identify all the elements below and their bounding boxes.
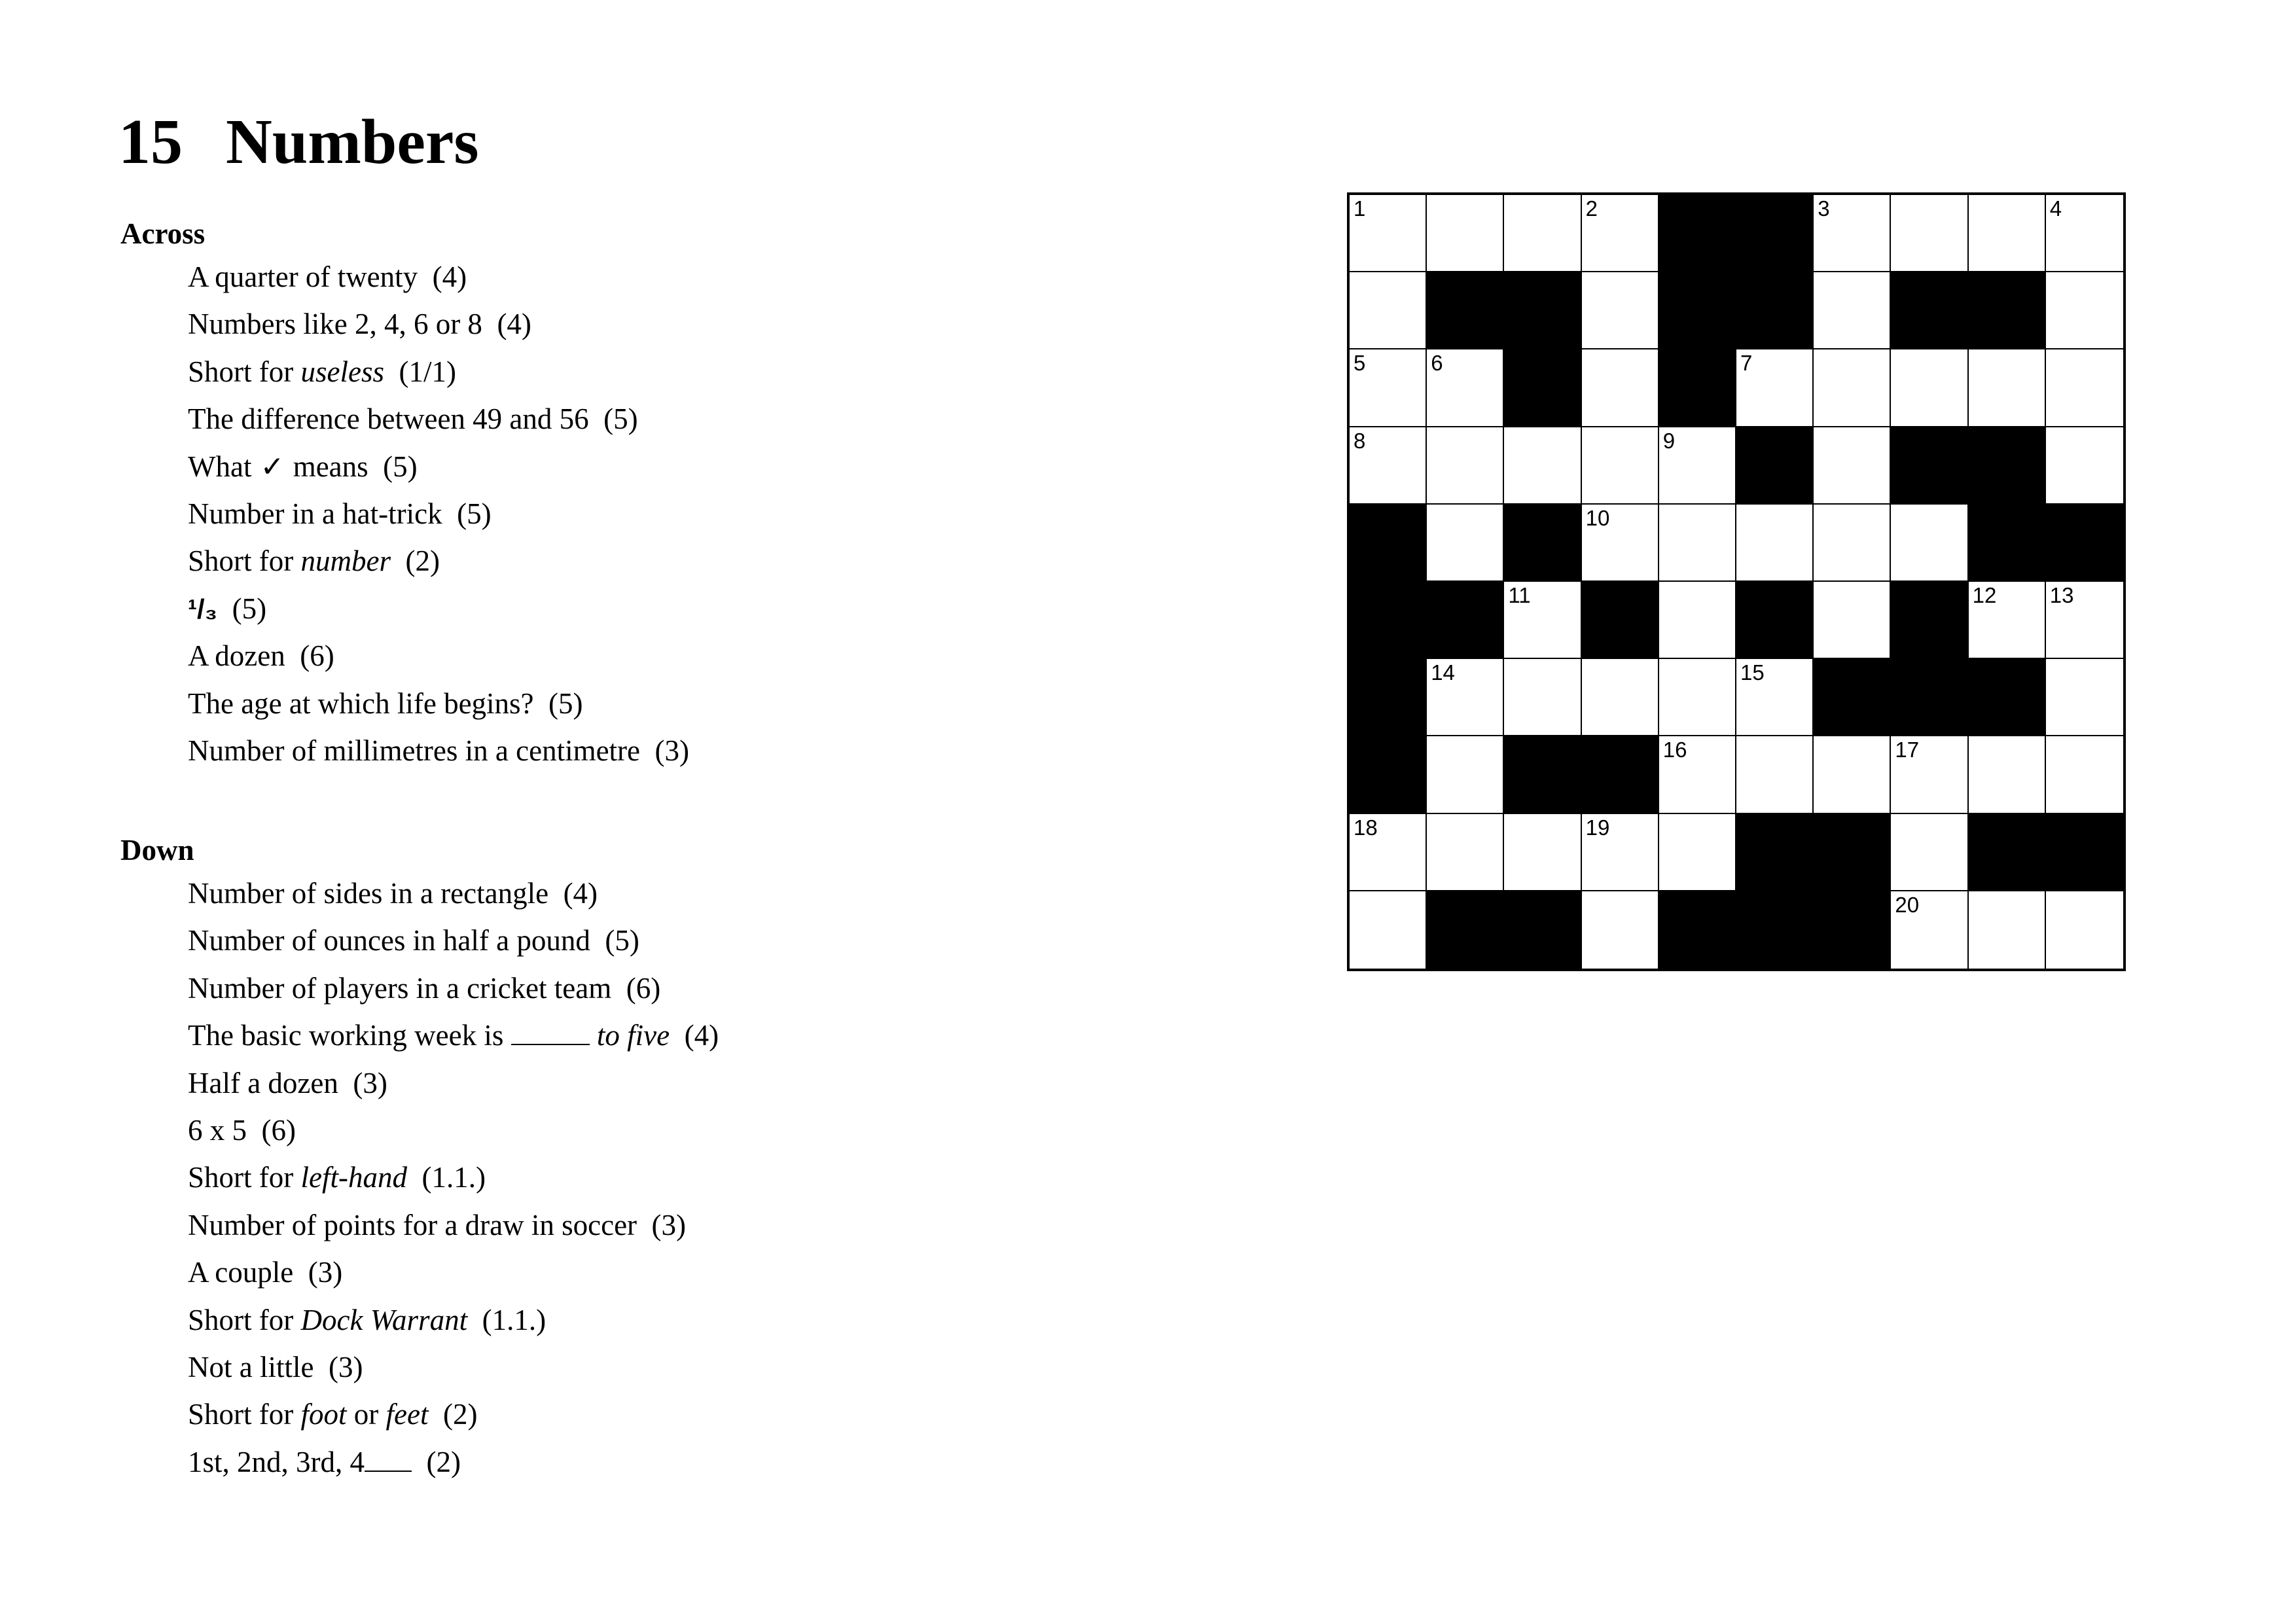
grid-cell[interactable] xyxy=(1582,814,1659,891)
clue-italic: left-hand xyxy=(300,1161,407,1194)
clue-part: Half a dozen xyxy=(188,1066,338,1099)
clue-part: A quarter of twenty xyxy=(188,260,418,293)
grid-cell[interactable] xyxy=(1350,427,1427,505)
clue-part: Number of points for a draw in soccer xyxy=(188,1208,637,1241)
black-square xyxy=(1582,582,1659,659)
clue-part: 6 x 5 xyxy=(188,1113,247,1147)
clue-text xyxy=(188,727,689,774)
grid-cell[interactable] xyxy=(1659,736,1736,813)
black-square xyxy=(1504,505,1581,582)
cell-number: 10 xyxy=(1585,505,1610,530)
clue-part: Number of players in a cricket team xyxy=(188,971,612,1005)
grid-cell[interactable] xyxy=(1582,272,1659,349)
grid-cell[interactable] xyxy=(1659,659,1736,736)
clue-text xyxy=(188,1154,486,1201)
grid-cell[interactable] xyxy=(1736,736,1814,813)
cell-number: 8 xyxy=(1354,428,1366,453)
grid-cell[interactable] xyxy=(1582,505,1659,582)
clue-text xyxy=(188,1438,461,1486)
grid-cell[interactable] xyxy=(1814,505,1891,582)
black-square xyxy=(1504,349,1581,427)
clue-part: 1st, 2nd, 3rd, 4 xyxy=(188,1445,365,1478)
clue-text xyxy=(188,1202,686,1249)
clue-part: Short for xyxy=(188,544,301,578)
fraction: ¹/₃ xyxy=(188,593,218,624)
clue-part: Short for xyxy=(188,1161,301,1194)
clue-part: Number of ounces in half a pound xyxy=(188,924,590,957)
grid-cell[interactable] xyxy=(1427,814,1504,891)
answer-length: (6) xyxy=(261,1113,296,1147)
clue-part: The difference between 49 and 56 xyxy=(188,402,589,436)
grid-cell[interactable] xyxy=(1350,349,1427,427)
answer-length: (4) xyxy=(563,877,598,910)
clue-part: What xyxy=(188,450,252,483)
grid-cell[interactable] xyxy=(1350,891,1427,969)
clue-text xyxy=(188,348,456,395)
cell-number: 12 xyxy=(1972,582,1997,607)
grid-cell[interactable] xyxy=(1814,427,1891,505)
answer-length: (4) xyxy=(497,308,531,341)
grid-cell[interactable] xyxy=(1504,582,1581,659)
clue-italic: feet xyxy=(386,1398,429,1431)
grid-cell[interactable] xyxy=(1969,349,2046,427)
grid-cell[interactable] xyxy=(2046,195,2123,272)
clue-text xyxy=(188,1012,719,1059)
grid-cell[interactable] xyxy=(2046,349,2123,427)
answer-length: (3) xyxy=(353,1066,387,1099)
answer-length: (2) xyxy=(426,1445,461,1478)
grid-cell[interactable] xyxy=(1427,659,1504,736)
clue-text xyxy=(188,1344,363,1391)
clue-part: Short for xyxy=(188,1398,301,1431)
grid-cell[interactable] xyxy=(2046,736,2123,813)
cell-number: 2 xyxy=(1585,196,1598,221)
answer-length: (2) xyxy=(442,1398,478,1431)
black-square xyxy=(1736,195,1814,272)
grid-cell[interactable] xyxy=(1427,349,1504,427)
clue-part: Short for xyxy=(188,355,301,388)
black-square xyxy=(2046,505,2123,582)
black-square xyxy=(1814,659,1891,736)
clue-part: The age at which life begins? xyxy=(188,687,534,720)
grid-cell[interactable] xyxy=(1350,272,1427,349)
cell-number: 3 xyxy=(1818,196,1830,221)
black-square xyxy=(1427,272,1504,349)
grid-cell[interactable] xyxy=(1659,505,1736,582)
black-square xyxy=(1736,582,1814,659)
clue-part: Numbers like 2, 4, 6 or 8 xyxy=(188,308,482,341)
black-square xyxy=(1969,427,2046,505)
black-square xyxy=(1659,891,1736,969)
grid-cell[interactable] xyxy=(1736,659,1814,736)
clue-part: Number of sides in a rectangle xyxy=(188,877,549,910)
clue-part xyxy=(590,1019,597,1052)
grid-cell[interactable] xyxy=(1736,505,1814,582)
clue-text xyxy=(188,1107,296,1154)
answer-length: (5) xyxy=(457,497,492,530)
black-square xyxy=(1736,891,1814,969)
clue-part: Number in a hat-trick xyxy=(188,497,442,530)
answer-length: (1.1.) xyxy=(422,1161,486,1194)
clue-text xyxy=(188,917,639,964)
grid-cell[interactable] xyxy=(1582,659,1659,736)
grid-cell[interactable] xyxy=(2046,427,2123,505)
grid-cell[interactable] xyxy=(1504,195,1581,272)
cell-number: 5 xyxy=(1354,351,1366,376)
puzzle-name: Numbers xyxy=(226,107,479,177)
grid-cell[interactable] xyxy=(1582,195,1659,272)
cell-number: 1 xyxy=(1354,196,1366,221)
grid-cell[interactable] xyxy=(1659,814,1736,891)
check-mark-icon: ✓ xyxy=(260,450,285,484)
clue-text xyxy=(188,537,440,584)
grid-cell[interactable] xyxy=(1582,427,1659,505)
black-square xyxy=(1814,814,1891,891)
black-square xyxy=(1427,891,1504,969)
black-square xyxy=(1350,736,1427,813)
clue-text xyxy=(188,1296,546,1344)
grid-cell[interactable] xyxy=(1814,349,1891,427)
grid-cell[interactable] xyxy=(1427,736,1504,813)
grid-cell[interactable] xyxy=(2046,272,2123,349)
answer-length: (3) xyxy=(655,734,690,767)
clue-part: Not a little xyxy=(188,1350,314,1383)
cell-number: 6 xyxy=(1431,351,1443,376)
clue-text xyxy=(188,1249,342,1296)
clue-part: The basic working week is xyxy=(188,1019,511,1052)
grid-cell[interactable] xyxy=(1504,814,1581,891)
answer-length: (1.1.) xyxy=(482,1303,547,1336)
grid-cell[interactable] xyxy=(2046,891,2123,969)
cell-number: 16 xyxy=(1662,738,1687,762)
grid-cell[interactable] xyxy=(1350,195,1427,272)
grid-cell[interactable] xyxy=(2046,659,2123,736)
puzzle-title xyxy=(118,107,479,177)
black-square xyxy=(1969,272,2046,349)
cell-number: 19 xyxy=(1585,815,1610,840)
grid-cell[interactable] xyxy=(1969,891,2046,969)
clue-part: or xyxy=(346,1398,386,1431)
black-square xyxy=(1891,582,1968,659)
grid-cell[interactable] xyxy=(1582,891,1659,969)
crossword-grid xyxy=(1347,192,2126,971)
answer-length: (5) xyxy=(383,450,418,483)
black-square xyxy=(1427,582,1504,659)
grid-cell[interactable] xyxy=(1891,505,1968,582)
clue-text xyxy=(188,395,638,442)
black-square xyxy=(1504,736,1581,813)
black-square xyxy=(1659,349,1736,427)
black-square xyxy=(1969,505,2046,582)
cell-number: 14 xyxy=(1431,660,1455,685)
clue-text xyxy=(188,1391,477,1438)
grid-cell[interactable] xyxy=(1659,582,1736,659)
clue-text xyxy=(188,870,598,917)
answer-blank xyxy=(365,1444,412,1472)
answer-length: (3) xyxy=(308,1256,343,1289)
black-square xyxy=(1736,272,1814,349)
black-square xyxy=(1969,659,2046,736)
clue-text xyxy=(188,585,266,633)
grid-cell[interactable] xyxy=(1427,505,1504,582)
cell-number: 9 xyxy=(1662,428,1676,453)
answer-length: (6) xyxy=(626,971,661,1005)
clue-text xyxy=(188,253,467,300)
cell-number: 15 xyxy=(1740,660,1765,685)
answer-length: (2) xyxy=(405,544,440,578)
grid-cell[interactable] xyxy=(1350,814,1427,891)
grid-cell[interactable] xyxy=(1891,891,1968,969)
grid-cell[interactable] xyxy=(1427,427,1504,505)
cell-number: 20 xyxy=(1895,892,1920,917)
black-square xyxy=(1891,659,1968,736)
cell-number: 7 xyxy=(1740,351,1753,376)
answer-length: (3) xyxy=(328,1350,363,1383)
black-square xyxy=(1736,427,1814,505)
clue-text xyxy=(188,632,334,679)
answer-length: (1/1) xyxy=(399,355,456,388)
grid-cell[interactable] xyxy=(1736,349,1814,427)
grid-cell[interactable] xyxy=(1891,814,1968,891)
clue-italic: number xyxy=(300,544,391,578)
black-square xyxy=(1350,582,1427,659)
answer-length: (5) xyxy=(605,924,639,957)
cell-number: 11 xyxy=(1508,582,1531,607)
black-square xyxy=(1350,659,1427,736)
answer-blank xyxy=(511,1018,590,1046)
clue-text xyxy=(188,1060,387,1107)
grid-cell[interactable] xyxy=(1891,736,1968,813)
black-square xyxy=(1891,427,1968,505)
grid-cell[interactable] xyxy=(1891,349,1968,427)
grid-cell[interactable] xyxy=(1814,582,1891,659)
cell-number: 13 xyxy=(2049,582,2074,607)
black-square xyxy=(2046,814,2123,891)
answer-length: (4) xyxy=(684,1019,719,1052)
clue-text xyxy=(188,680,583,727)
grid-cell[interactable] xyxy=(1504,427,1581,505)
clue-italic: to five xyxy=(596,1019,670,1052)
answer-length: (5) xyxy=(548,687,583,720)
clue-italic: Dock Warrant xyxy=(300,1303,468,1336)
black-square xyxy=(1504,272,1581,349)
answer-length: (3) xyxy=(651,1208,687,1241)
cell-number: 17 xyxy=(1895,738,1920,762)
cell-number: 18 xyxy=(1354,815,1378,840)
clue-part: A couple xyxy=(188,1256,294,1289)
black-square xyxy=(1582,736,1659,813)
grid-cell[interactable] xyxy=(1427,195,1504,272)
grid-cell[interactable] xyxy=(2046,582,2123,659)
black-square xyxy=(1659,195,1736,272)
black-square xyxy=(1659,272,1736,349)
grid-cell[interactable] xyxy=(1582,349,1659,427)
grid-cell[interactable] xyxy=(1504,659,1581,736)
cell-number: 4 xyxy=(2049,196,2062,221)
black-square xyxy=(1814,891,1891,969)
grid-cell[interactable] xyxy=(1969,736,2046,813)
answer-length: (5) xyxy=(232,592,267,625)
grid-cell[interactable] xyxy=(1659,427,1736,505)
down-heading: Down xyxy=(120,834,194,866)
answer-length: (4) xyxy=(432,260,467,293)
puzzle-number: 15 xyxy=(118,107,183,177)
answer-length: (5) xyxy=(603,402,638,436)
answer-length: (6) xyxy=(300,639,334,673)
black-square xyxy=(1350,505,1427,582)
clue-italic: foot xyxy=(300,1398,347,1431)
grid-cell[interactable] xyxy=(1969,195,2046,272)
grid-cell[interactable] xyxy=(1814,736,1891,813)
black-square xyxy=(1969,814,2046,891)
black-square xyxy=(1504,891,1581,969)
black-square xyxy=(1891,272,1968,349)
clue-italic: useless xyxy=(300,355,384,388)
clue-text xyxy=(188,965,660,1012)
grid-cell[interactable] xyxy=(1814,195,1891,272)
grid-cell[interactable] xyxy=(1891,195,1968,272)
clue-part: means xyxy=(293,450,368,483)
clue-text xyxy=(188,443,418,491)
clue-part: A dozen xyxy=(188,639,285,673)
clue-text xyxy=(188,490,492,537)
clue-text xyxy=(188,300,531,348)
clue-part: Number of millimetres in a centimetre xyxy=(188,734,641,767)
across-heading: Across xyxy=(120,217,206,250)
grid-cell[interactable] xyxy=(1814,272,1891,349)
grid-cell[interactable] xyxy=(1969,582,2046,659)
black-square xyxy=(1736,814,1814,891)
clue-part: Short for xyxy=(188,1303,301,1336)
